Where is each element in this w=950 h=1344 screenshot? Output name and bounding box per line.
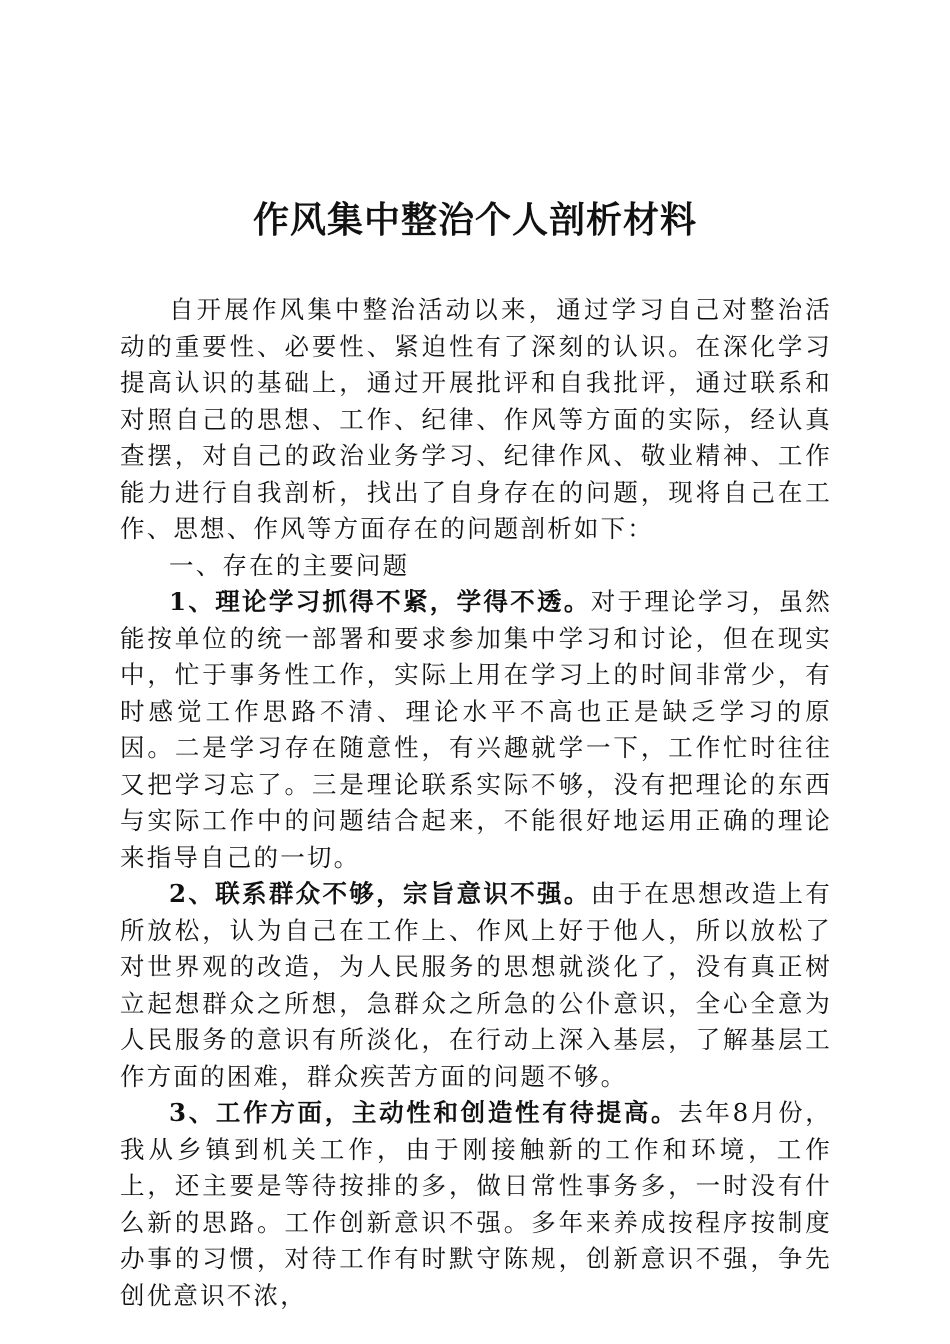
problem-item-3-text: 去年8月份，我从乡镇到机关工作，由于刚接触新的工作和环境，工作上，还主要是等待按排的多，做日常性事务多，一时没有什么新的思路。工作创新意识不强。多年来养成按程序按制度办事的习惯，对待工作有时默守陈规，创新意识不强，争先创优意识不浓， xyxy=(120,1098,832,1310)
problem-item-1 xyxy=(120,584,832,876)
intro-paragraph: 自开展作风集中整治活动以来，通过学习自己对整治活动的重要性、必要性、紧迫性有了深刻的认识。在深化学习提高认识的基础上，通过开展批评和自我批评，通过联系和对照自己的思想、工作、纪律、作风等方面的实际，经认真查摆，对自己的政治业务学习、纪律作风、敬业精神、工作能力进行自我剖析，找出了自身存在的问题，现将自己在工作、思想、作风等方面存在的问题剖析如下： xyxy=(120,295,832,543)
problem-item-2-text: 由于在思想改造上有所放松，认为自己在工作上、作风上好于他人，所以放松了对世界观的改造，为人民服务的思想就淡化了，没有真正树立起想群众之所想，急群众之所急的公仆意识，全心全意为人民服务的意识有所淡化，在行动上深入基层，了解基层工作方面的困难，群众疾苦方面的问题不够。 xyxy=(120,879,832,1091)
section-heading: 一、存在的主要问题 xyxy=(169,550,410,580)
problem-item-3-lead: 3、工作方面，主动性和创造性有待提高。 xyxy=(169,1098,679,1127)
problem-item-2 xyxy=(120,876,832,1095)
problem-item-2-lead: 2、联系群众不够，宗旨意识不强。 xyxy=(169,879,591,908)
problem-item-1-text: 对于理论学习，虽然能按单位的统一部署和要求参加集中学习和讨论，但在现实中，忙于事务性工作，实际上用在学习上的时间非常少，有时感觉工作思路不清、理论水平不高也正是缺乏学习的原因。二是学习存在随意性，有兴趣就学一下，工作忙时往往又把学习忘了。三是理论联系实际不够，没有把理论的东西与实际工作中的问题结合起来，不能很好地运用正确的理论来指导自己的一切。 xyxy=(120,587,832,872)
problem-item-3 xyxy=(120,1095,832,1314)
document-body xyxy=(120,292,832,1314)
problem-item-1-lead: 1、理论学习抓得不紧，学得不透。 xyxy=(169,587,591,616)
document-title: 作风集中整治个人剖析材料 xyxy=(252,199,697,241)
